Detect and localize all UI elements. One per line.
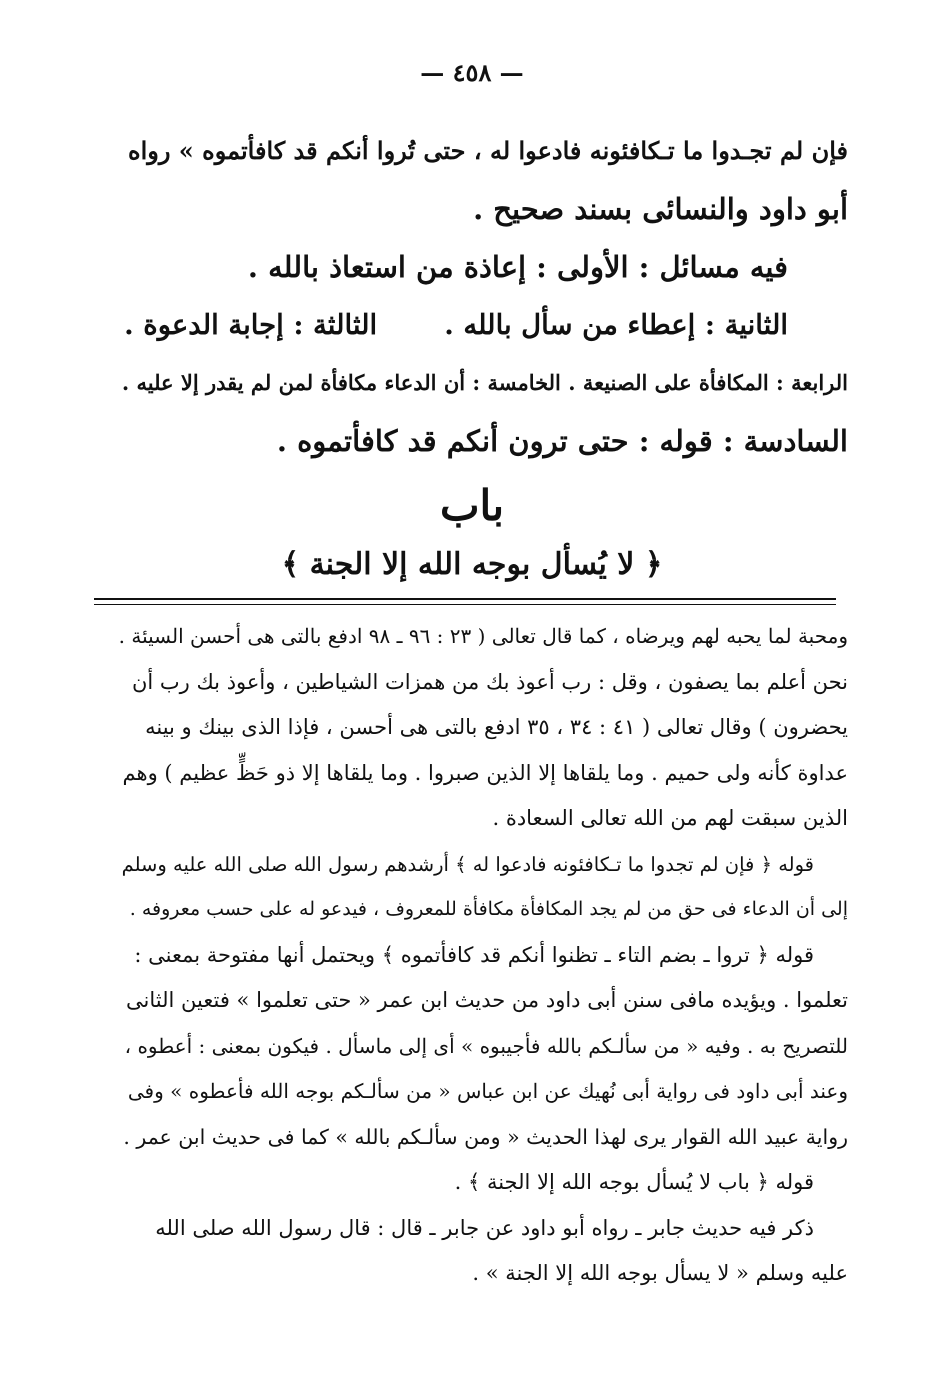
- commentary-line: تعلموا . ويؤيده مافى سنن أبى داود من حديث ابن عمر « حتى تعلموا » فتعين الثانى: [126, 988, 848, 1012]
- commentary-line: إلى أن الدعاء فى حق من لم يجد المكافأة مكافأة للمعروف ، فيدعو له على حسب معروفه .: [129, 898, 848, 920]
- commentary-line: عداوة كأنه ولى حميم . وما يلقاها إلا الذين صبروا . وما يلقاها إلا ذو حَظٍّ عظيم ) وهم: [122, 760, 848, 785]
- main-text-block: [114, 122, 848, 470]
- commentary-line: للتصريح به . وفيه « من سألـكم بالله فأجيبوه » أى إلى ماسأل . فيكون بمعنى : أعطوه ،: [124, 1033, 848, 1058]
- main-text-line: السادسة : قوله : حتى ترون أنكم قد كافأتموه .: [276, 424, 848, 458]
- commentary-line: قوله ﴿ فإن لم تجدوا ما تـكافئونه فادعوا له ﴾ أرشدهم رسول الله صلى الله عليه وسلم: [121, 852, 814, 876]
- main-text-line: فإن لم تجـدوا ما تـكافئونه فادعوا له ، حتى تُروا أنكم قد كافأتموه » رواه: [128, 136, 848, 165]
- commentary-line: قوله ﴿ باب لا يُسأل بوجه الله إلا الجنة ﴾ .: [454, 1170, 814, 1194]
- section-divider-thick: [94, 598, 836, 600]
- page-number: — ٤٥٨ —: [420, 58, 524, 87]
- main-text-line: فيه مسائل : الأولى : إعاذة من استعاذ بالله .: [247, 250, 788, 284]
- commentary-line: عليه وسلم « لا يسأل بوجه الله إلا الجنة » .: [472, 1261, 848, 1285]
- section-divider-thin: [94, 604, 836, 605]
- commentary-line: قوله ﴿ تروا ـ بضم التاء ـ تظنوا أنكم قد كافأتموه ﴾ ويحتمل أنها مفتوحة بمعنى :: [134, 942, 814, 967]
- main-text-line: الرابعة : المكافأة على الصنيعة . الخامسة : أن الدعاء مكافأة لمن لم يقدر إلا عليه .: [121, 370, 848, 395]
- main-text-line: الثانية : إعطاء من سأل بالله . الثالثة : إجابة الدعوة .: [124, 309, 788, 341]
- main-text-line: أبو داود والنسائى بسند صحيح .: [473, 192, 848, 226]
- chapter-title: باب: [439, 481, 505, 530]
- commentary-line: نحن أعلم بما يصفون ، وقل : رب أعوذ بك من همزات الشياطين ، وأعوذ بك رب أن: [131, 669, 848, 694]
- commentary-line: الذين سبقت لهم من الله تعالى السعادة .: [492, 806, 848, 830]
- commentary-line: رواية عبيد الله القوار يرى لهذا الحديث « ومن سألـكم بالله » كما فى حديث ابن عمر .: [123, 1124, 848, 1149]
- chapter-subtitle: ﴿ لا يُسأل بوجه الله إلا الجنة ﴾: [281, 547, 663, 582]
- commentary-line: ذكر فيه حديث جابر ـ رواه أبو داود عن جابر ـ قال : قال رسول الله صلى الله: [155, 1215, 814, 1240]
- commentary-block: [114, 614, 848, 1297]
- commentary-line: يحضرون ) وقال تعالى ( ٤١ : ٣٤ ، ٣٥ ادفع بالتى هى أحسن ، فإذا الذى بينك و بينه: [145, 715, 848, 739]
- commentary-line: ومحبة لما يحبه لهم ويرضاه ، كما قال تعالى ( ٢٣ : ٩٦ ـ ٩٨ ادفع بالتى هى أحسن السيئة .: [118, 624, 848, 648]
- commentary-line: وعند أبى داود فى رواية أبى نُهيك عن ابن عباس « من سألـكم بوجه الله فأعطوه » وفى: [127, 1079, 848, 1103]
